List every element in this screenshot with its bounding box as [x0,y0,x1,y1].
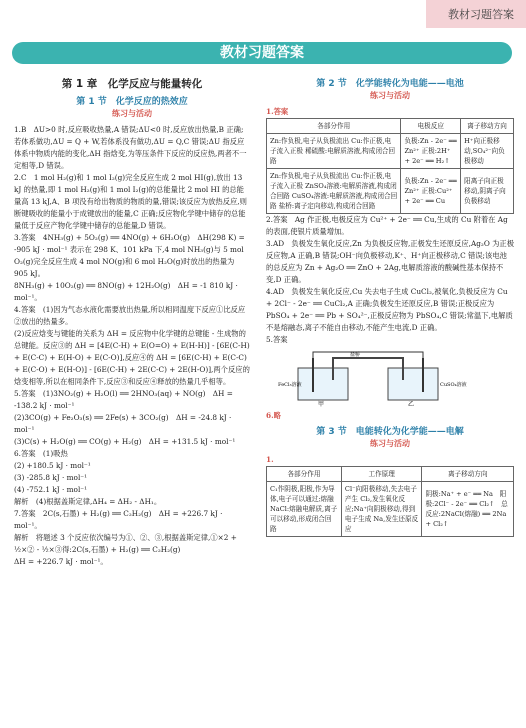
subsection-title: 练习与活动 [112,109,152,118]
answer-r5: 5.答案 [266,335,288,344]
answer-4b: (2)反应焓变与键能的关系为 ΔH = 反应物中化学键的总键能 - 生成物的总键能。反应③的 ΔH = [4E(C-H) + E(O=O) + E(H-H)] - [6E(C-H) + E(C-C) + E(H-O) + E(C-O)],反应④的 ΔH = [6E(C-H) + E(C-C) + E(C-O) + E(H-O)] - [6E(C-H) + 2E(C-C) + 2E(H-O)],两个反应的焓变相等,所以在相同条件下,反应③和反应④释放的热量几乎相等。 [14,329,250,386]
bridge-label: 盐桥 [350,352,361,358]
answer-7: 7.答案 2C(s,石墨) + H₂(g) ══ C₂H₂(g) ΔH = +226.7 kJ · mol⁻¹。 [14,509,223,530]
answer-r4: 4.AD 负极发生氧化反应,Cu 失去电子生成 CuCl₂,被氧化,负极反应为 Cu + 2Cl⁻ - 2e⁻ ══ CuCl₂,A 正确;负极发生还原反应,B 错误;正极反应为 PbSO₄ + 2e⁻ ══ Pb + SO₄²⁻,正极反应物为 PbSO₄,C 错误;常温下,电解质不是熔融态,离子不能自由移动,不能产生电流,D 正确。 [266,287,513,332]
answer-6b: (2) +180.5 kJ · mol⁻¹ [14,461,91,470]
analysis-7: 解析 将题述 3 个反应依次编号为①、②、③,根据盖斯定律,①×2 + ½×② - ½×③得:2C(s,石墨) + H₂(g) ══ C₂H₂(g) [14,533,237,554]
answer-5b: (2)3CO(g) + Fe₂O₃(s) ══ 2Fe(s) + 3CO₂(g) ΔH = -24.8 kJ · mol⁻¹ [14,413,232,434]
section2-title: 第 2 节 化学能转化为电能——电池 [316,79,464,89]
table-cell: 负极:Zn - 2e⁻ ══ Zn²⁺ 正极:Cu²⁺ + 2e⁻ ══ Cu [401,169,461,214]
answer-r6: 6.略 [266,411,281,420]
subsection2-title: 练习与活动 [370,91,410,100]
label-a: 甲 [318,401,325,408]
table-cell: 负极:Zn - 2e⁻ ══ Zn²⁺ 正极:2H⁺ + 2e⁻ ══ H₂↑ [401,134,461,169]
beaker-right-label: CuSO₄溶液 [440,382,467,388]
answer-3: 3.答案 4NH₃(g) + 5O₂(g) ══ 4NO(g) + 6H₂O(g) ΔH(298 K) = -905 kJ · mol⁻¹ 表示在 298 K、101 kPa 下,4 mol NH₃(g)与 5 mol O₂(g)完全反应生成 4 mol NO(g)和 6 mol H₂O(g)时放出的热量为 905 kJ。 [14,233,245,278]
answer-2: 2.C 1 mol H₂(g)和 1 mol I₂(g)完全反应生成 2 mol HI(g),放出 13 kJ 的热量,即 1 mol H₂(g)和 1 mol I₂(g)的总能量比 2 mol HI 的总能量高 13 kJ,A、B 项没有给出物质的物质的量,错误;该反应为放热反应,则断键吸收的能量小于成键放出的能量,C 正确;反应物化学键中储存的总能量低于反应产物化学键中储存的总能量,D 错误。 [14,173,247,230]
q1b-label: 1. [266,455,274,464]
answer-5: 5.答案 (1)3NO₂(g) + H₂O(l) ══ 2HNO₃(aq) + NO(g) ΔH = -138.2 kJ · mol⁻¹ [14,389,233,410]
table-cell: 阳离子向正极移动,阴离子向负极移动 [461,169,514,214]
answer-1: 1.B ΔU>0 时,反应吸收热量,A 错误;ΔU<0 时,反应放出热量,B 正确;若体系做功,ΔU = Q + W,若体系没有做功,ΔU = Q,C 错误;ΔU 指反应体系中物质内能的变化,ΔH 指焓变,为等压条件下反应的反应热,两者不一定相等,D 错误。 [14,125,247,170]
corner-label: 教材习题答案 [448,8,514,21]
subsection3-title: 练习与活动 [370,439,410,448]
answer-6c: (3) -285.8 kJ · mol⁻¹ [14,473,88,482]
table-cell: Cl⁻向阳极移动,失去电子产生 Cl₂,发生氧化反应;Na⁺向阴极移动,得到电子生成 Na,发生还原反应 [341,482,422,537]
beaker-left [298,368,348,400]
chapter-title: 第 1 章 化学反应与能量转化 [61,78,203,90]
cell-svg [278,350,478,408]
section-title: 第 1 节 化学反应的热效应 [76,97,188,107]
table-cell: H⁺向正极移动,SO₄²⁻向负极移动 [461,134,514,169]
table1-header: 离子移动方向 [461,119,514,134]
q1-label: 1.答案 [266,107,289,116]
table1-header: 各部分作用 [267,119,401,134]
answer-3b: 8NH₃(g) + 10O₂(g) ══ 8NO(g) + 12H₂O(g) ΔH = -1 810 kJ · mol⁻¹。 [14,281,238,302]
answer-7-result: ΔH = +226.7 kJ · mol⁻¹。 [14,557,108,566]
electrolysis-table [266,466,514,537]
battery-table [266,118,514,214]
table1-header: 电极反应 [401,119,461,134]
answer-5c: (3)C(s) + H₂O(g) ══ CO(g) + H₂(g) ΔH = +131.5 kJ · mol⁻¹ [14,437,236,446]
table2-header: 工作原理 [341,467,422,482]
table-row [267,134,514,169]
table-cell: C₁作阴极,阳极,作为导体,电子可以通过;熔融 NaCl:熔融电解质,离子可以移动,形成闭合回路 [267,482,342,537]
table-cell: 阴极:Na⁺ + e⁻ ══ Na 阳极:2Cl⁻ - 2e⁻ ══ Cl₂↑ 总反应:2NaCl(熔融) ══ 2Na + Cl₂↑ [422,482,514,537]
section3-title: 第 3 节 电能转化为化学能——电解 [316,427,464,437]
answer-6: 6.答案 (1)吸热 [14,449,68,458]
table-row [267,482,514,537]
table-cell: Zn:作负极,电子从负极流出 Cu:作正极,电子流入正极 稀硫酸:电解质溶液,构成闭合回路 [267,134,401,169]
label-b: 乙 [408,401,415,408]
table2-header: 离子移动方向 [422,467,514,482]
table-row [267,169,514,214]
answer-6d: (4) -752.1 kJ · mol⁻¹ [14,485,88,494]
answer-4: 4.答案 (1)因为气态水液化需要放出热量,所以相同温度下反应①比反应②放出的热量多。 [14,305,246,326]
analysis-6: 解析 (4)根据盖斯定律,ΔH₄ = ΔH₂ - ΔH₁。 [14,497,162,506]
answer-r3: 3.AD 负极发生氧化反应,Zn 为负极反应物,正极发生还原反应,Ag₂O 为正极反应物,A 正确,B 错误;OH⁻向负极移动,K⁺、H⁺向正极移动,C 错误;该电池的总反应为 Zn + Ag₂O ══ ZnO + 2Ag,电解质溶液的酸碱性基本保持不变,D 正确。 [266,239,515,284]
beaker-left-label: FeCl₃溶液 [278,382,302,388]
table2-header: 各部分作用 [267,467,342,482]
right-column [266,78,514,537]
answer-r2: 2.答案 Ag 作正极,电极反应为 Cu²⁺ + 2e⁻ ══ Cu,生成的 Cu 附着在 Ag 的表面,使银片质量增加。 [266,215,508,236]
galvanic-cell-diagram [278,350,514,408]
table-cell: Zn:作负极,电子从负极流出 Cu:作正极,电子流入正极 ZnSO₄溶液:电解质溶液,构成闭合回路 CuSO₄溶液:电解质溶液,构成闭合回路 盐桥:离子定向移动,构成闭合回路 [267,169,401,214]
beaker-right [388,368,438,400]
page-banner: 教材习题答案 [12,42,512,64]
left-column [14,78,250,568]
